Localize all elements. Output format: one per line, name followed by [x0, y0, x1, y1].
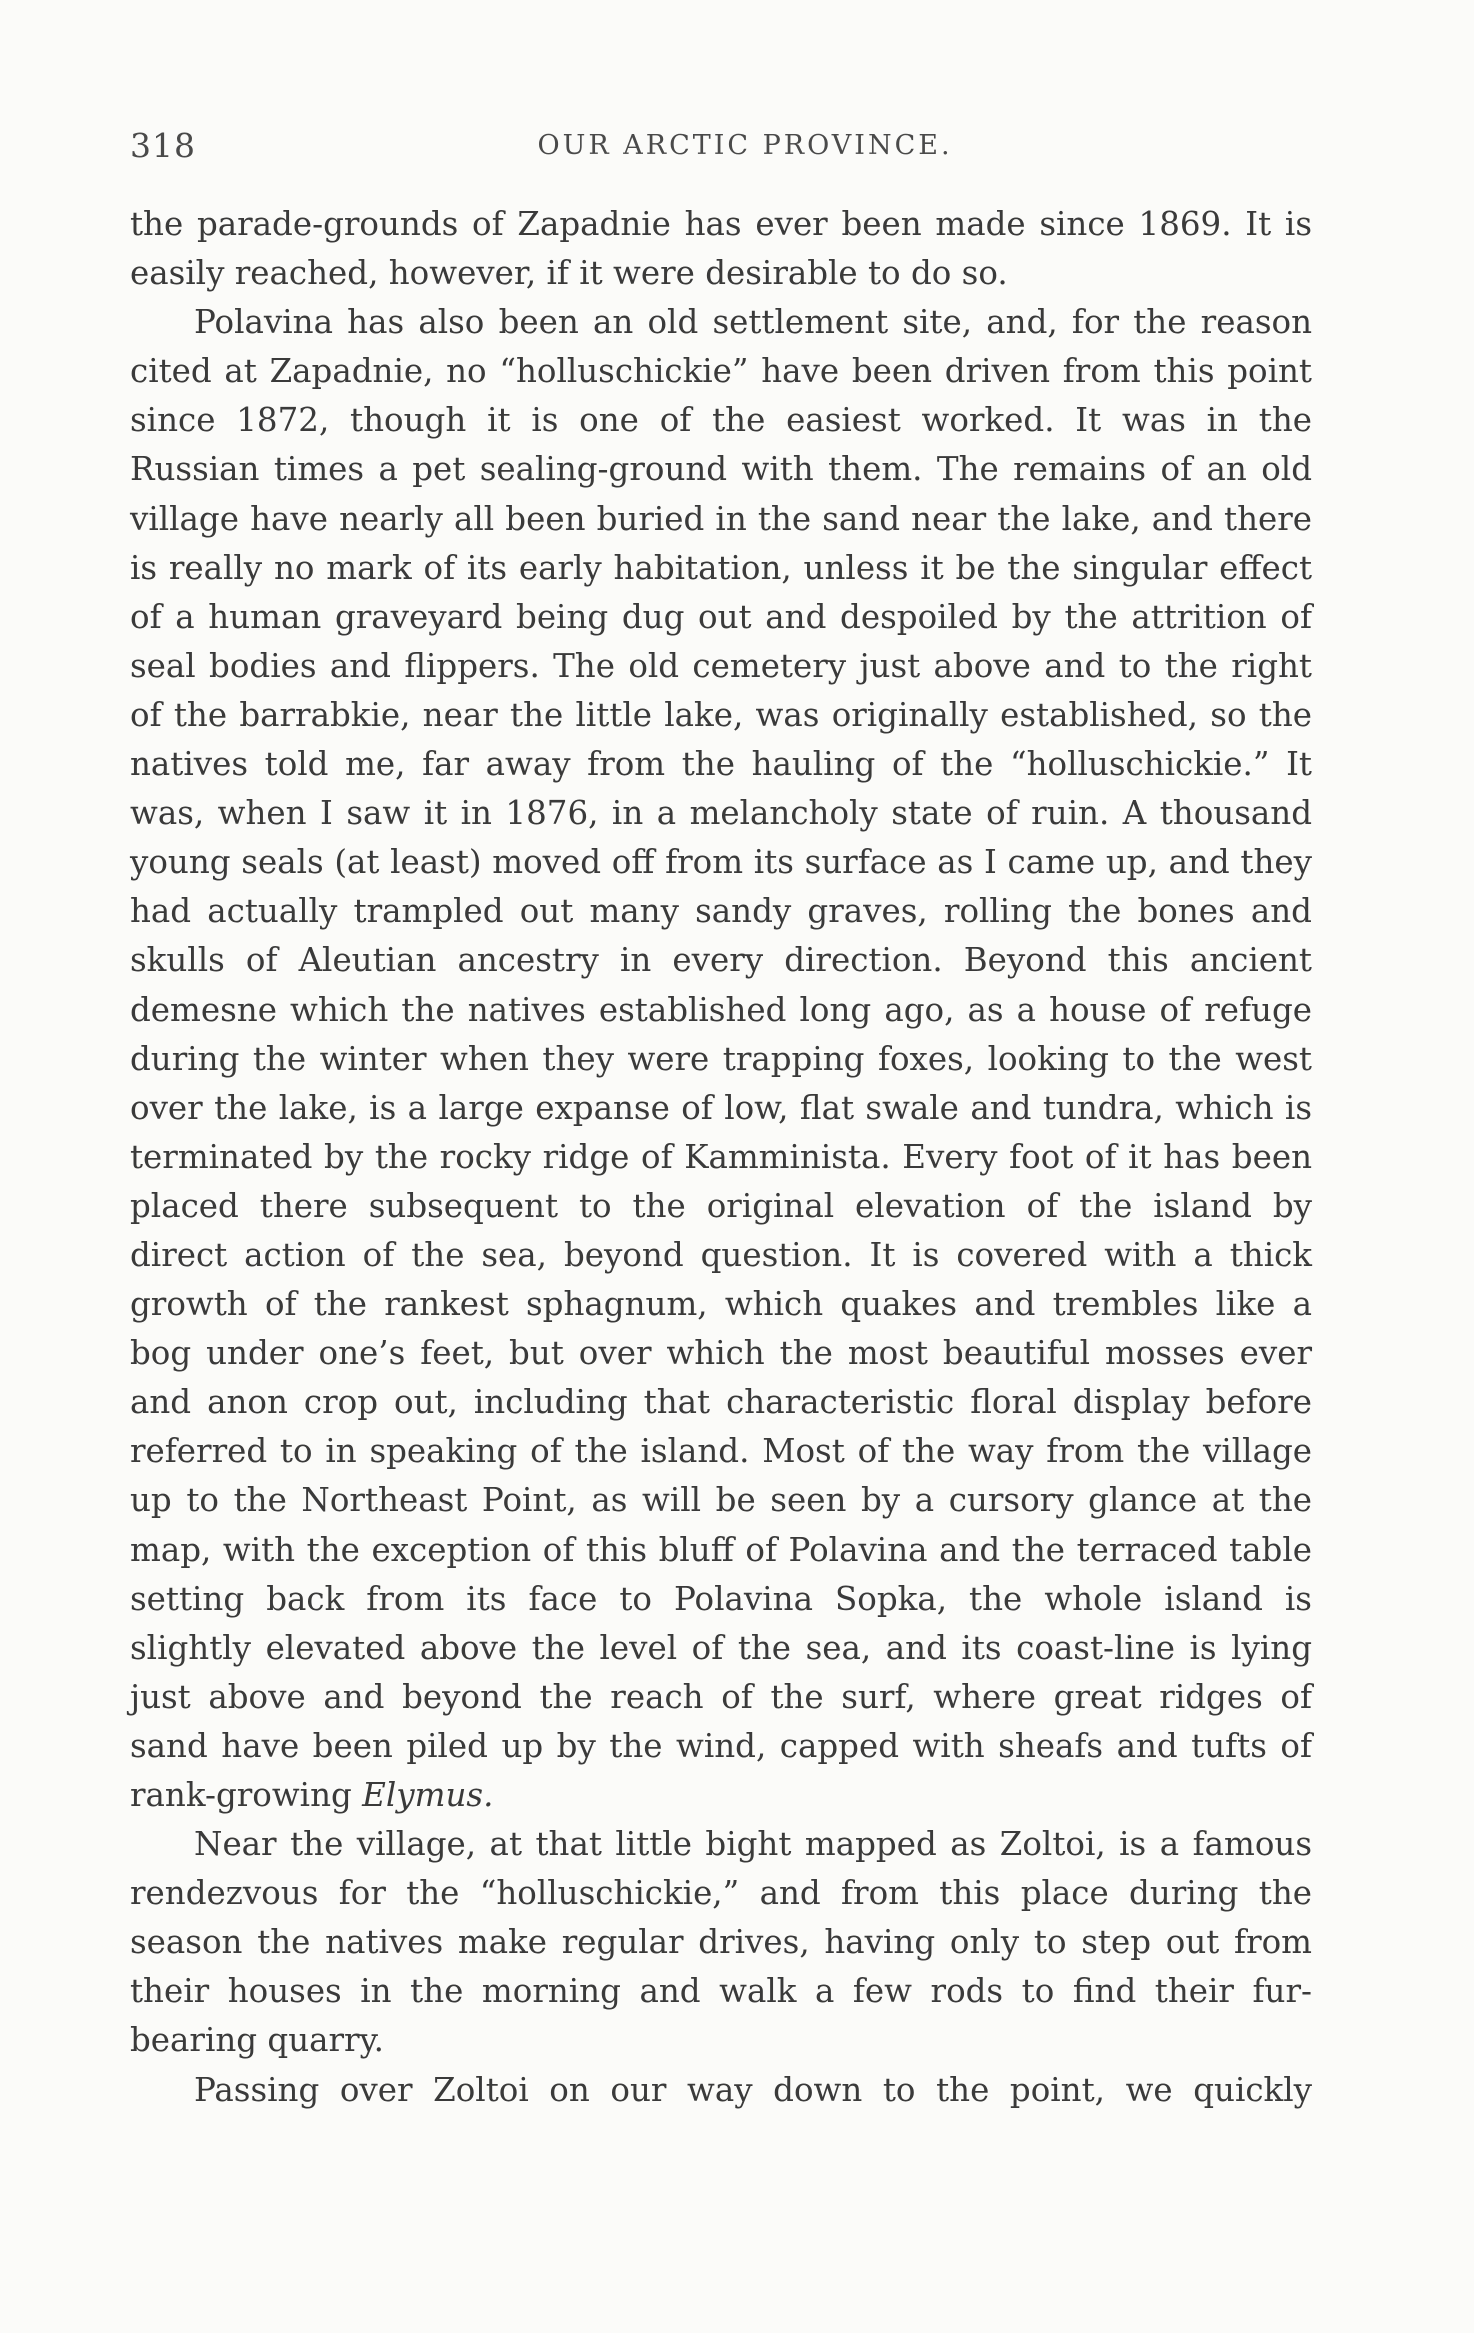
paragraph-4: Passing over Zoltoi on our way down to the point, we quickly [194, 2070, 1312, 2109]
paragraph-3: Near the village, at that little bight mapped as Zoltoi, is a famous rendezvous for the “holluschickie,” and from this place during the season the natives make regular drives, having only to step out from their houses in the morning and walk a few rods to find their fur-bearing quarry. [130, 1825, 1312, 2060]
species-name: Elymus. [362, 1776, 494, 1814]
paragraph-2 [130, 298, 1312, 1820]
body-text [130, 200, 1312, 2115]
page-number: 318 [130, 126, 196, 165]
running-head: OUR ARCTIC PROVINCE. [537, 130, 953, 161]
paragraph-1: the parade-grounds of Zapadnie has ever been made since 1869. It is easily reached, however, if it were desirable to do so. [130, 205, 1312, 293]
paragraph-2-text: Polavina has also been an old settlement site, and, for the reason cited at Zapadnie, no “holluschickie” have been driven from this point since 1872, though it is one of the easiest worked. It was in the Russian times a pet sealing-ground with them. The remains of an old village have nearly all been buried in the sand near the lake, and there is really no mark of its early habitation, unless it be the singular effect of a human graveyard being dug out and despoiled by the attrition of seal bodies and flippers. The old cemetery just above and to the right of the barrabkie, near the little lake, was originally established, so the natives told me, far away from the hauling of the “holluschickie.” It was, when I saw it in 1876, in a melancholy state of ruin. A thousand young seals (at least) moved off from its surface as I came up, and they had actually trampled out many sandy graves, rolling the bones and skulls of Aleutian ancestry in every direction. Beyond this ancient demesne which the natives established long ago, as a house of refuge during the winter when they were trapping foxes, looking to the west over the lake, is a large expanse of low, flat swale and tundra, which is terminated by the rocky ridge of Kamminista. Every foot of it has been placed there subsequent to the original elevation of the island by direct action of the sea, beyond question. It is covered with a thick growth of the rankest sphagnum, which quakes and trembles like a bog under one’s feet, but over which the most beautiful mosses ever and anon crop out, including that characteristic floral display before referred to in speaking of the island. Most of the way from the village up to the Northeast Point, as will be seen by a cursory glance at the map, with the exception of this bluff of Polavina and the terraced table setting back from its face to Polavina Sopka, the whole island is slightly elevated above the level of the sea, and its coast-line is lying just above and beyond the reach of the surf, where great ridges of sand have been piled up by the wind, capped with sheafs and tufts of rank-growing [130, 303, 1312, 1814]
page-header [130, 126, 1320, 170]
